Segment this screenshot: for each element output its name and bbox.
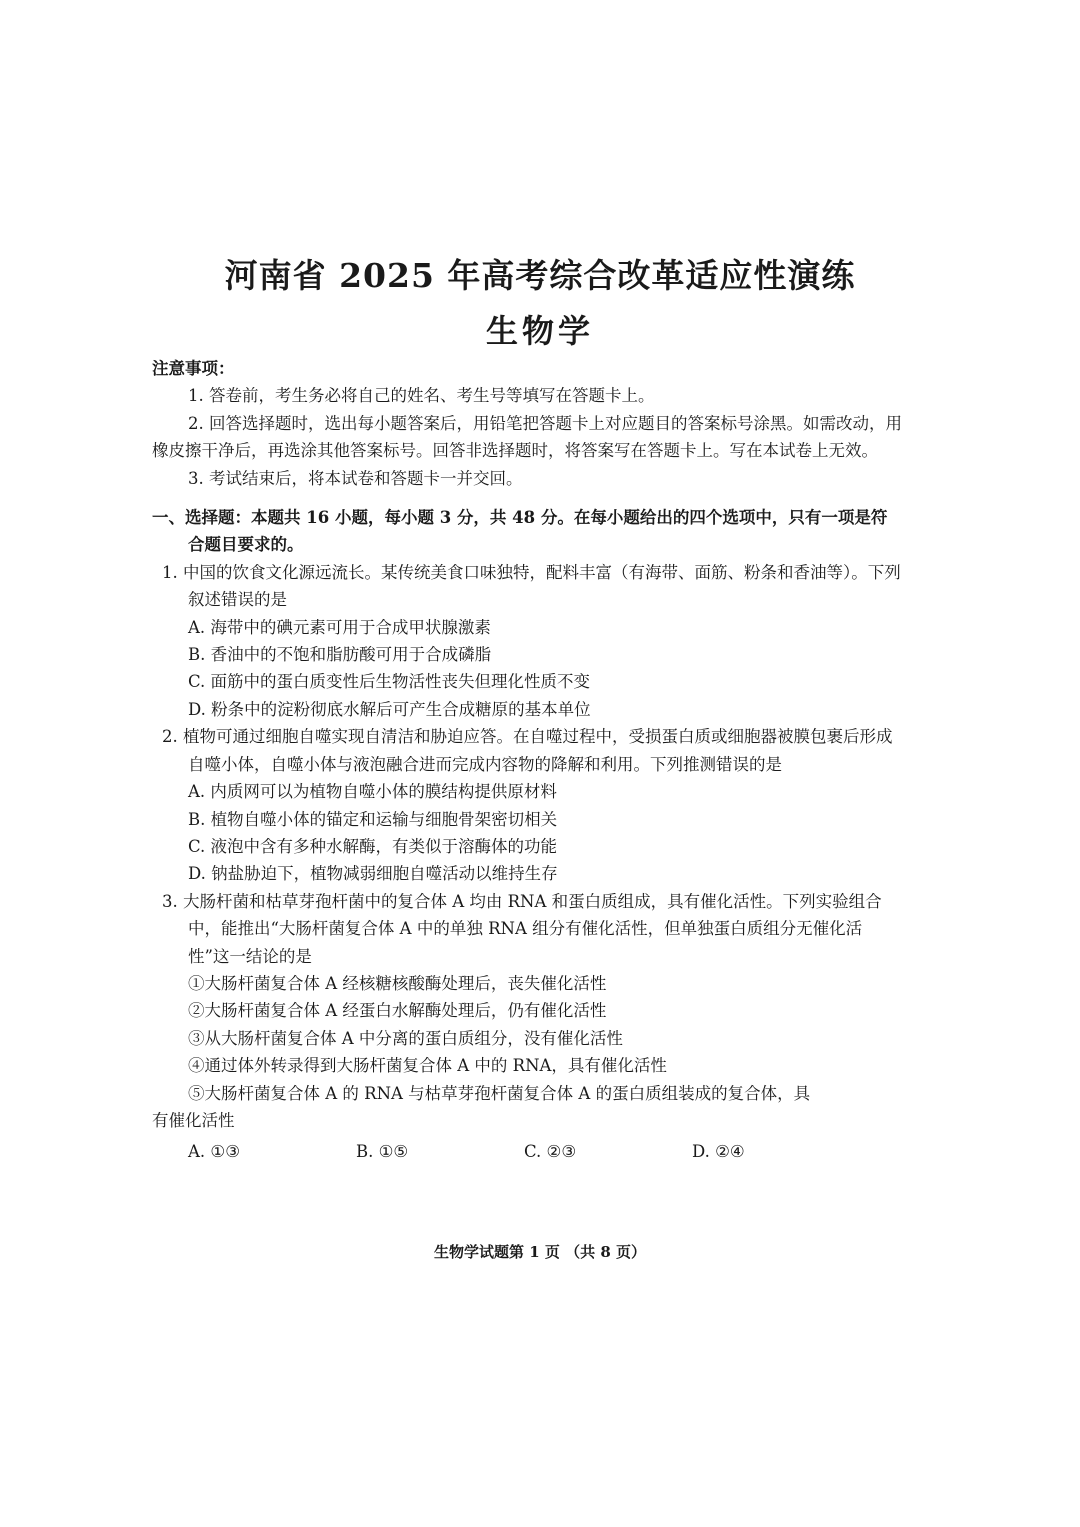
option-b: B. 植物自噬小体的锚定和运输与细胞骨架密切相关 <box>188 809 558 829</box>
question-stem: 2. 植物可通过细胞自噬实现自清洁和胁迫应答。在自噬过程中，受损蛋白质或细胞器被膜包裹后形成自噬小体，自噬小体与液泡融合进而完成内容物的降解和利用。下列推测错误的是 <box>162 727 893 774</box>
exam-title: 河南省 2025 年高考综合改革适应性演练 <box>224 256 856 295</box>
statement-5 <box>152 1080 902 1135</box>
notes-section <box>152 355 902 492</box>
statement-1: ①大肠杆菌复合体 A 经核糖核酸酶处理后，丧失催化活性 <box>188 973 607 993</box>
option-c: C. 液泡中含有多种水解酶，有类似于溶酶体的功能 <box>188 836 558 856</box>
question-3 <box>152 888 902 1166</box>
question-stem: 1. 中国的饮食文化源远流长。某传统美食口味独特，配料丰富（有海带、面筋、粉条和香油等）。下列叙述错误的是 <box>162 562 901 610</box>
section-heading: 一、选择题：本题共 16 小题，每小题 3 分，共 48 分。在每小题给出的四个选项中，只有一项是符合题目要求的。 <box>152 508 888 555</box>
subject-title: 生物学 <box>485 312 594 350</box>
note-item: 2. 回答选择题时，选出每小题答案后，用铅笔把答题卡上对应题目的答案标号涂黑。如需改动，用橡皮擦干净后，再选涂其他答案标号。回答非选择题时，将答案写在答题卡上。写在本试卷上无效。 <box>152 413 902 461</box>
answer-d: D. ②④ <box>692 1142 745 1162</box>
option-b: B. 香油中的不饱和脂肪酸可用于合成磷脂 <box>188 645 492 665</box>
statement-5-line2: 有催化活性 <box>152 1110 235 1130</box>
note-item: 1. 答卷前，考生务必将自己的姓名、考生号等填写在答题卡上。 <box>188 386 655 406</box>
page-footer: 生物学试题第 1 页 （共 8 页） <box>434 1243 646 1261</box>
answer-choices <box>188 1138 902 1165</box>
note-item: 3. 考试结束后，将本试卷和答题卡一并交回。 <box>188 468 523 488</box>
question-stem: 3. 大肠杆菌和枯草芽孢杆菌中的复合体 A 均由 RNA 和蛋白质组成，具有催化活性。下列实验组合中，能推出“大肠杆菌复合体 A 中的单独 RNA 组分有催化活性，但单独蛋白质组分无催化活性”这一结论的是 <box>162 891 882 966</box>
answer-c: C. ②③ <box>524 1142 577 1162</box>
question-1 <box>152 559 902 723</box>
answer-b: B. ①⑤ <box>356 1142 409 1162</box>
answer-a: A. ①③ <box>188 1142 240 1162</box>
exam-content <box>152 355 902 1166</box>
notes-heading: 注意事项： <box>152 359 235 378</box>
option-d: D. 钠盐胁迫下，植物减弱细胞自噬活动以维持生存 <box>188 864 558 884</box>
statement-4: ④通过体外转录得到大肠杆菌复合体 A 中的 RNA，具有催化活性 <box>188 1056 667 1076</box>
statement-5-line1: ⑤大肠杆菌复合体 A 的 RNA 与枯草芽孢杆菌复合体 A 的蛋白质组装成的复合体，具 <box>188 1083 811 1103</box>
option-c: C. 面筋中的蛋白质变性后生物活性丧失但理化性质不变 <box>188 672 591 692</box>
question-2 <box>152 723 902 887</box>
option-d: D. 粉条中的淀粉彻底水解后可产生合成糖原的基本单位 <box>188 699 591 719</box>
statement-3: ③从大肠杆菌复合体 A 中分离的蛋白质组分，没有催化活性 <box>188 1028 623 1048</box>
statement-2: ②大肠杆菌复合体 A 经蛋白水解酶处理后，仍有催化活性 <box>188 1001 607 1021</box>
option-a: A. 海带中的碘元素可用于合成甲状腺激素 <box>188 617 491 637</box>
option-a: A. 内质网可以为植物自噬小体的膜结构提供原材料 <box>188 782 557 802</box>
